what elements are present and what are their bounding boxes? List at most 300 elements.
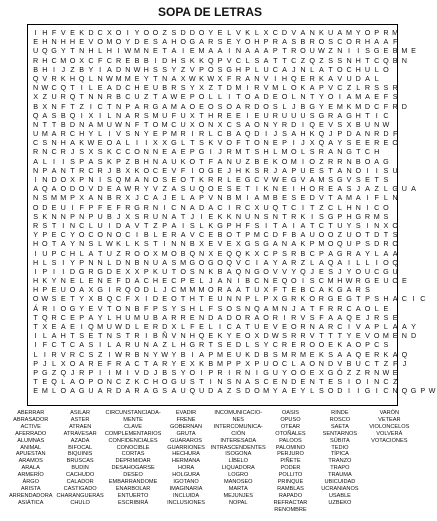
grid-letter[interactable]: X [180, 73, 186, 83]
grid-letter[interactable]: D [69, 266, 76, 276]
grid-letter[interactable]: O [69, 55, 76, 65]
grid-letter[interactable]: S [199, 138, 204, 148]
grid-letter[interactable]: S [162, 64, 168, 74]
grid-letter[interactable]: B [226, 129, 232, 139]
grid-letter[interactable]: O [355, 266, 362, 276]
grid-letter[interactable]: J [208, 276, 213, 286]
grid-letter[interactable]: U [300, 165, 306, 175]
grid-letter[interactable]: P [189, 147, 195, 157]
grid-letter[interactable]: B [263, 349, 269, 359]
grid-letter[interactable]: K [383, 349, 389, 359]
grid-letter[interactable]: X [189, 358, 195, 368]
grid-letter[interactable]: M [235, 147, 242, 157]
grid-letter[interactable]: S [318, 165, 324, 175]
grid-letter[interactable]: E [392, 367, 398, 377]
grid-letter[interactable]: A [337, 28, 343, 37]
grid-letter[interactable]: E [374, 92, 380, 102]
grid-letter[interactable]: N [162, 73, 168, 83]
grid-letter[interactable]: N [198, 266, 205, 276]
grid-letter[interactable]: J [402, 358, 407, 368]
grid-letter[interactable]: X [125, 266, 131, 276]
grid-letter[interactable]: E [70, 312, 75, 322]
grid-letter[interactable]: O [134, 248, 140, 258]
grid-letter[interactable]: O [392, 276, 398, 286]
grid-letter[interactable]: B [162, 83, 168, 93]
grid-letter[interactable]: O [263, 101, 269, 111]
grid-letter[interactable]: K [217, 211, 223, 221]
grid-letter[interactable]: I [366, 220, 369, 230]
grid-letter[interactable]: C [51, 55, 57, 65]
grid-letter[interactable]: P [33, 358, 38, 368]
grid-letter[interactable]: G [189, 257, 196, 267]
grid-letter[interactable]: H [69, 73, 76, 83]
grid-letter[interactable]: U [88, 386, 94, 396]
grid-letter[interactable]: O [143, 248, 150, 258]
grid-letter[interactable]: D [51, 175, 57, 184]
grid-letter[interactable]: A [328, 147, 333, 157]
grid-letter[interactable]: T [282, 202, 287, 212]
grid-letter[interactable]: E [162, 147, 168, 157]
grid-letter[interactable]: A [236, 101, 241, 111]
grid-letter[interactable]: N [337, 147, 343, 157]
grid-letter[interactable]: P [116, 156, 121, 166]
grid-letter[interactable]: R [60, 129, 66, 139]
grid-letter[interactable]: O [290, 276, 297, 286]
grid-letter[interactable]: N [88, 92, 94, 102]
grid-letter[interactable]: I [34, 340, 37, 350]
grid-letter[interactable]: A [125, 220, 131, 230]
grid-letter[interactable]: N [309, 28, 315, 37]
grid-letter[interactable]: E [226, 340, 232, 350]
grid-letter[interactable]: H [383, 294, 389, 304]
grid-letter[interactable]: R [88, 358, 94, 368]
grid-letter[interactable]: D [272, 230, 278, 240]
grid-letter[interactable]: R [106, 92, 112, 102]
grid-letter[interactable]: Q [318, 129, 325, 139]
grid-letter[interactable]: I [209, 377, 212, 387]
grid-letter[interactable]: S [337, 119, 343, 129]
grid-letter[interactable]: L [125, 239, 130, 249]
grid-letter[interactable]: Y [346, 331, 352, 341]
grid-letter[interactable]: J [116, 211, 121, 221]
grid-letter[interactable]: A [125, 386, 131, 396]
grid-letter[interactable]: P [254, 358, 260, 368]
grid-letter[interactable]: I [34, 331, 37, 341]
grid-letter[interactable]: A [116, 340, 121, 350]
grid-letter[interactable]: D [374, 239, 380, 249]
grid-letter[interactable]: W [124, 46, 132, 56]
grid-letter[interactable]: D [115, 83, 122, 93]
grid-letter[interactable]: O [32, 294, 39, 304]
grid-letter[interactable]: P [420, 386, 426, 396]
grid-letter[interactable]: C [281, 358, 288, 368]
grid-letter[interactable]: M [97, 322, 104, 331]
grid-letter[interactable]: T [33, 312, 38, 322]
grid-letter[interactable]: O [189, 367, 196, 377]
grid-letter[interactable]: T [199, 294, 204, 304]
grid-letter[interactable]: L [208, 129, 213, 139]
grid-letter[interactable]: U [162, 110, 168, 120]
grid-letter[interactable]: L [61, 377, 66, 387]
grid-letter[interactable]: L [310, 386, 315, 396]
grid-letter[interactable]: S [291, 193, 297, 203]
grid-letter[interactable]: J [190, 211, 195, 221]
grid-letter[interactable]: W [124, 184, 132, 194]
grid-letter[interactable]: V [328, 119, 333, 129]
grid-letter[interactable]: P [291, 165, 297, 175]
grid-letter[interactable]: I [200, 211, 203, 221]
grid-letter[interactable]: Q [392, 257, 398, 267]
grid-letter[interactable]: M [170, 129, 177, 139]
grid-letter[interactable]: L [310, 257, 315, 267]
grid-letter[interactable]: A [282, 64, 287, 74]
grid-letter[interactable]: N [245, 303, 251, 313]
grid-letter[interactable]: W [170, 92, 178, 102]
grid-letter[interactable]: S [79, 331, 85, 341]
grid-letter[interactable]: M [327, 276, 334, 286]
grid-letter[interactable]: N [346, 165, 352, 175]
grid-letter[interactable]: P [245, 230, 251, 240]
grid-letter[interactable]: U [309, 230, 315, 240]
grid-letter[interactable]: S [143, 110, 149, 120]
grid-letter[interactable]: U [263, 202, 269, 212]
grid-letter[interactable]: P [309, 239, 315, 249]
grid-letter[interactable]: A [254, 46, 260, 56]
grid-letter[interactable]: T [236, 230, 241, 240]
grid-letter[interactable]: N [97, 276, 103, 286]
grid-letter[interactable]: L [310, 64, 315, 74]
grid-letter[interactable]: Q [88, 322, 94, 331]
grid-letter[interactable]: I [366, 193, 369, 203]
grid-letter[interactable]: Q [42, 184, 48, 194]
grid-letter[interactable]: W [87, 138, 95, 148]
grid-letter[interactable]: P [365, 340, 370, 350]
grid-letter[interactable]: C [235, 55, 242, 65]
grid-letter[interactable]: K [337, 340, 343, 350]
grid-letter[interactable]: L [125, 138, 130, 148]
grid-letter[interactable]: X [217, 73, 223, 83]
grid-letter[interactable]: A [153, 340, 158, 350]
grid-letter[interactable]: V [208, 193, 214, 203]
grid-letter[interactable]: Y [171, 349, 177, 359]
grid-letter[interactable]: D [309, 193, 315, 203]
grid-letter[interactable]: E [263, 322, 269, 331]
grid-letter[interactable]: V [189, 64, 195, 74]
grid-letter[interactable]: B [392, 55, 398, 65]
grid-letter[interactable]: D [143, 285, 149, 295]
grid-letter[interactable]: R [106, 386, 112, 396]
grid-letter[interactable]: L [245, 340, 250, 350]
grid-letter[interactable]: E [291, 285, 297, 295]
grid-letter[interactable]: A [171, 220, 177, 230]
grid-letter[interactable]: I [53, 64, 56, 74]
grid-letter[interactable]: N [79, 46, 85, 56]
grid-letter[interactable]: Y [33, 230, 38, 240]
grid-letter[interactable]: A [346, 92, 352, 102]
grid-letter[interactable]: R [374, 312, 380, 322]
grid-letter[interactable]: M [134, 46, 141, 56]
grid-letter[interactable]: U [300, 110, 306, 120]
grid-letter[interactable]: Y [180, 367, 186, 377]
grid-letter[interactable]: T [208, 340, 213, 350]
grid-letter[interactable]: D [245, 386, 251, 396]
grid-letter[interactable]: H [281, 73, 288, 83]
grid-letter[interactable]: L [356, 257, 361, 267]
grid-letter[interactable]: I [80, 83, 83, 93]
grid-letter[interactable]: R [115, 358, 122, 368]
grid-letter[interactable]: C [245, 202, 251, 212]
grid-letter[interactable]: X [171, 322, 177, 331]
grid-letter[interactable]: L [300, 147, 305, 157]
grid-letter[interactable]: R [281, 340, 288, 350]
grid-letter[interactable]: I [145, 294, 148, 304]
grid-letter[interactable]: E [365, 349, 370, 359]
grid-letter[interactable]: S [162, 303, 168, 313]
grid-letter[interactable]: O [309, 184, 315, 194]
grid-letter[interactable]: X [254, 248, 260, 258]
grid-letter[interactable]: V [318, 193, 324, 203]
grid-letter[interactable]: M [216, 349, 223, 359]
grid-letter[interactable]: S [97, 156, 103, 166]
grid-letter[interactable]: O [198, 165, 205, 175]
grid-letter[interactable]: C [88, 230, 94, 240]
grid-letter[interactable]: Z [356, 367, 361, 377]
grid-letter[interactable]: O [152, 119, 159, 129]
grid-letter[interactable]: V [236, 28, 241, 37]
grid-letter[interactable]: Q [226, 248, 232, 258]
grid-letter[interactable]: X [88, 147, 94, 157]
grid-letter[interactable]: V [42, 73, 48, 83]
grid-letter[interactable]: B [217, 230, 223, 240]
grid-letter[interactable]: H [235, 64, 242, 74]
grid-letter[interactable]: A [282, 220, 287, 230]
grid-letter[interactable]: T [107, 101, 112, 111]
grid-letter[interactable]: O [78, 377, 85, 387]
grid-letter[interactable]: S [217, 101, 223, 111]
grid-letter[interactable]: S [309, 147, 315, 157]
grid-letter[interactable]: G [217, 220, 223, 230]
grid-letter[interactable]: Y [143, 129, 149, 139]
grid-letter[interactable]: J [291, 101, 296, 111]
grid-letter[interactable]: T [245, 322, 250, 331]
grid-letter[interactable]: H [42, 37, 48, 47]
grid-letter[interactable]: D [162, 322, 168, 331]
grid-letter[interactable]: T [356, 294, 361, 304]
grid-letter[interactable]: N [235, 211, 242, 221]
grid-letter[interactable]: A [355, 193, 361, 203]
grid-letter[interactable]: B [143, 55, 149, 65]
grid-letter[interactable]: D [281, 28, 288, 37]
grid-letter[interactable]: O [217, 257, 223, 267]
grid-letter[interactable]: K [318, 349, 324, 359]
grid-letter[interactable]: I [182, 46, 185, 56]
grid-letter[interactable]: Y [411, 322, 416, 331]
grid-letter[interactable]: R [134, 386, 140, 396]
grid-letter[interactable]: L [383, 193, 388, 203]
grid-letter[interactable]: I [136, 138, 139, 148]
grid-letter[interactable]: R [291, 331, 297, 341]
grid-letter[interactable]: N [309, 322, 315, 331]
grid-letter[interactable]: C [291, 202, 297, 212]
grid-letter[interactable]: X [153, 248, 158, 258]
grid-letter[interactable]: A [51, 331, 57, 341]
grid-letter[interactable]: O [207, 184, 214, 194]
grid-letter[interactable]: N [346, 55, 352, 65]
grid-letter[interactable]: H [189, 294, 195, 304]
grid-letter[interactable]: A [79, 340, 85, 350]
grid-letter[interactable]: S [88, 349, 94, 359]
grid-letter[interactable]: C [337, 83, 343, 93]
grid-letter[interactable]: P [226, 358, 232, 368]
grid-letter[interactable]: A [134, 276, 140, 286]
grid-letter[interactable]: A [79, 285, 85, 295]
grid-letter[interactable]: W [115, 349, 122, 359]
grid-letter[interactable]: D [198, 202, 205, 212]
grid-letter[interactable]: K [245, 248, 251, 258]
grid-letter[interactable]: E [272, 138, 278, 148]
grid-letter[interactable]: D [125, 322, 131, 331]
grid-letter[interactable]: J [135, 193, 139, 203]
grid-letter[interactable]: F [190, 322, 195, 331]
grid-letter[interactable]: R [60, 147, 66, 157]
grid-letter[interactable]: D [410, 331, 417, 341]
grid-letter[interactable]: R [208, 37, 214, 47]
grid-letter[interactable]: P [153, 303, 158, 313]
grid-letter[interactable]: N [115, 101, 122, 111]
grid-letter[interactable]: I [108, 367, 111, 377]
grid-letter[interactable]: L [79, 248, 84, 258]
grid-letter[interactable]: B [134, 156, 140, 166]
grid-letter[interactable]: Q [60, 83, 67, 93]
grid-letter[interactable]: S [162, 386, 168, 396]
grid-letter[interactable]: L [291, 92, 296, 102]
grid-letter[interactable]: O [134, 147, 140, 157]
grid-letter[interactable]: X [79, 193, 85, 203]
grid-letter[interactable]: B [79, 64, 85, 74]
grid-letter[interactable]: G [42, 367, 48, 377]
grid-letter[interactable]: G [290, 175, 297, 184]
grid-letter[interactable]: M [198, 46, 205, 56]
grid-letter[interactable]: A [337, 165, 343, 175]
grid-letter[interactable]: A [88, 248, 94, 258]
grid-letter[interactable]: B [226, 193, 232, 203]
grid-letter[interactable]: Z [162, 28, 167, 37]
grid-letter[interactable]: E [282, 322, 287, 331]
grid-letter[interactable]: G [97, 266, 103, 276]
grid-letter[interactable]: M [41, 129, 48, 139]
grid-letter[interactable]: A [411, 184, 416, 194]
grid-letter[interactable]: E [401, 276, 407, 286]
grid-letter[interactable]: N [235, 46, 242, 56]
grid-letter[interactable]: Q [115, 175, 122, 184]
grid-letter[interactable]: B [272, 193, 278, 203]
grid-letter[interactable]: W [161, 349, 169, 359]
grid-letter[interactable]: P [88, 211, 94, 221]
grid-letter[interactable]: Y [272, 257, 278, 267]
grid-letter[interactable]: K [208, 138, 214, 148]
grid-letter[interactable]: R [291, 294, 297, 304]
grid-letter[interactable]: G [97, 285, 103, 295]
grid-letter[interactable]: E [51, 322, 57, 331]
grid-letter[interactable]: U [162, 266, 168, 276]
grid-letter[interactable]: O [226, 101, 232, 111]
grid-letter[interactable]: S [180, 83, 186, 93]
grid-letter[interactable]: I [357, 46, 360, 56]
grid-letter[interactable]: X [70, 175, 75, 184]
grid-letter[interactable]: C [374, 101, 380, 111]
grid-letter[interactable]: A [282, 386, 287, 396]
grid-letter[interactable]: F [282, 230, 287, 240]
grid-letter[interactable]: R [337, 156, 343, 166]
grid-letter[interactable]: P [162, 220, 168, 230]
grid-letter[interactable]: H [42, 55, 48, 65]
grid-letter[interactable]: A [318, 257, 324, 267]
grid-letter[interactable]: Q [106, 294, 113, 304]
grid-letter[interactable]: S [365, 285, 370, 295]
grid-letter[interactable]: M [115, 367, 122, 377]
grid-letter[interactable]: O [254, 138, 260, 148]
grid-letter[interactable]: E [263, 156, 269, 166]
grid-letter[interactable]: E [217, 165, 223, 175]
grid-letter[interactable]: V [309, 331, 315, 341]
grid-letter[interactable]: N [198, 248, 205, 258]
grid-letter[interactable]: R [291, 257, 297, 267]
grid-letter[interactable]: I [108, 349, 111, 359]
grid-letter[interactable]: E [355, 312, 361, 322]
grid-letter[interactable]: L [42, 257, 47, 267]
grid-letter[interactable]: X [42, 101, 48, 111]
grid-letter[interactable]: Z [328, 46, 333, 56]
grid-letter[interactable]: C [217, 202, 223, 212]
grid-letter[interactable]: I [375, 386, 378, 396]
grid-letter[interactable]: I [375, 257, 378, 267]
grid-letter[interactable]: L [107, 110, 112, 120]
grid-letter[interactable]: E [208, 331, 214, 341]
grid-letter[interactable]: L [52, 358, 57, 368]
grid-letter[interactable]: I [99, 367, 102, 377]
grid-letter[interactable]: S [318, 386, 324, 396]
grid-letter[interactable]: N [374, 119, 380, 129]
grid-letter[interactable]: E [291, 340, 297, 350]
grid-letter[interactable]: L [88, 73, 93, 83]
grid-letter[interactable]: L [33, 349, 38, 359]
grid-letter[interactable]: L [79, 276, 84, 286]
grid-letter[interactable]: B [300, 248, 306, 258]
grid-letter[interactable]: K [318, 73, 324, 83]
grid-letter[interactable]: F [245, 220, 250, 230]
grid-letter[interactable]: A [291, 239, 297, 249]
grid-letter[interactable]: C [125, 147, 131, 157]
grid-letter[interactable]: F [319, 312, 324, 322]
grid-letter[interactable]: T [180, 294, 186, 304]
grid-letter[interactable]: Q [327, 257, 334, 267]
grid-letter[interactable]: T [365, 55, 370, 65]
grid-letter[interactable]: T [282, 46, 287, 56]
grid-letter[interactable]: K [346, 101, 352, 111]
grid-letter[interactable]: C [115, 294, 122, 304]
grid-letter[interactable]: J [107, 165, 112, 175]
grid-letter[interactable]: Y [79, 294, 85, 304]
grid-letter[interactable]: E [272, 276, 278, 286]
grid-letter[interactable]: V [217, 239, 223, 249]
grid-letter[interactable]: G [327, 294, 334, 304]
grid-letter[interactable]: C [198, 230, 205, 240]
grid-letter[interactable]: Z [42, 92, 48, 102]
grid-letter[interactable]: D [69, 119, 76, 129]
grid-letter[interactable]: N [272, 184, 278, 194]
grid-letter[interactable]: H [152, 377, 159, 387]
grid-letter[interactable]: I [53, 303, 56, 313]
